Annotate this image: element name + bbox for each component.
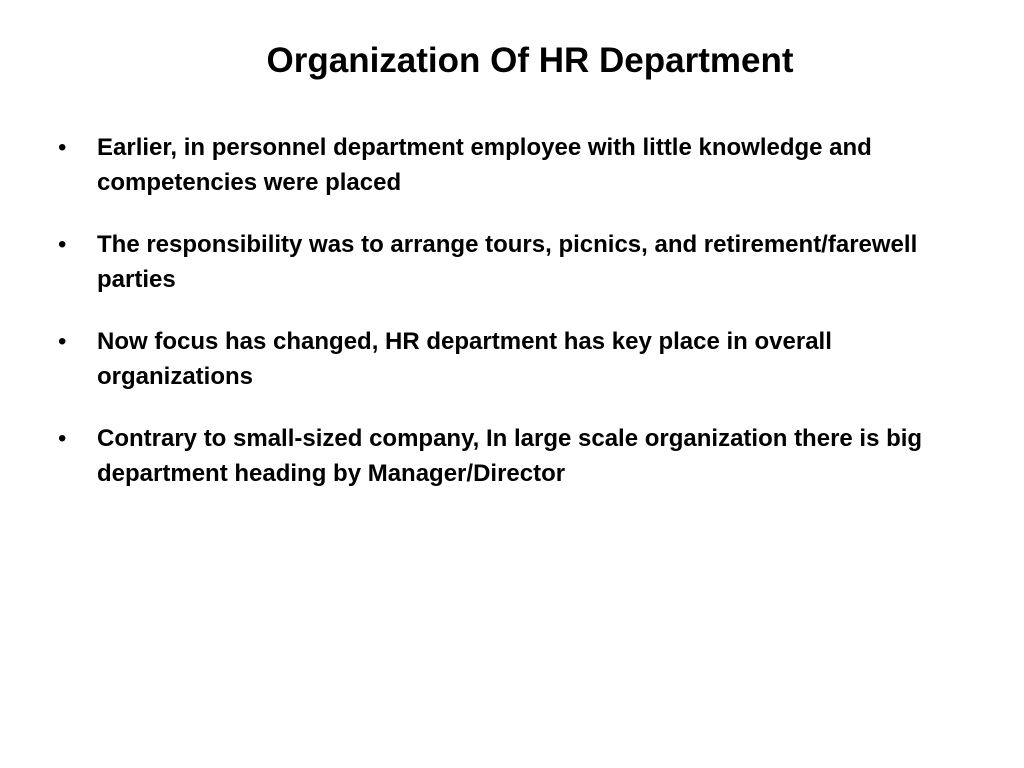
bullet-text: Now focus has changed, HR department has key place in overall organizations bbox=[97, 328, 832, 390]
bullet-item bbox=[58, 227, 978, 297]
bullet-item bbox=[58, 324, 978, 394]
bullet-item bbox=[58, 421, 978, 491]
bullet-dot-icon: • bbox=[58, 231, 67, 258]
bullet-text: The responsibility was to arrange tours, picnics, and retirement/farewell parties bbox=[97, 231, 918, 293]
bullet-text: Earlier, in personnel department employee with little knowledge and competencies were placed bbox=[97, 134, 872, 196]
bullet-dot-icon: • bbox=[58, 425, 67, 452]
bullet-list bbox=[58, 130, 978, 518]
bullet-dot-icon: • bbox=[58, 328, 67, 355]
bullet-item bbox=[58, 130, 978, 200]
bullet-dot-icon: • bbox=[58, 134, 67, 161]
slide-title: Organization Of HR Department bbox=[266, 41, 794, 80]
bullet-text: Contrary to small-sized company, In large scale organization there is big department heading by Manager/Director bbox=[97, 425, 923, 487]
